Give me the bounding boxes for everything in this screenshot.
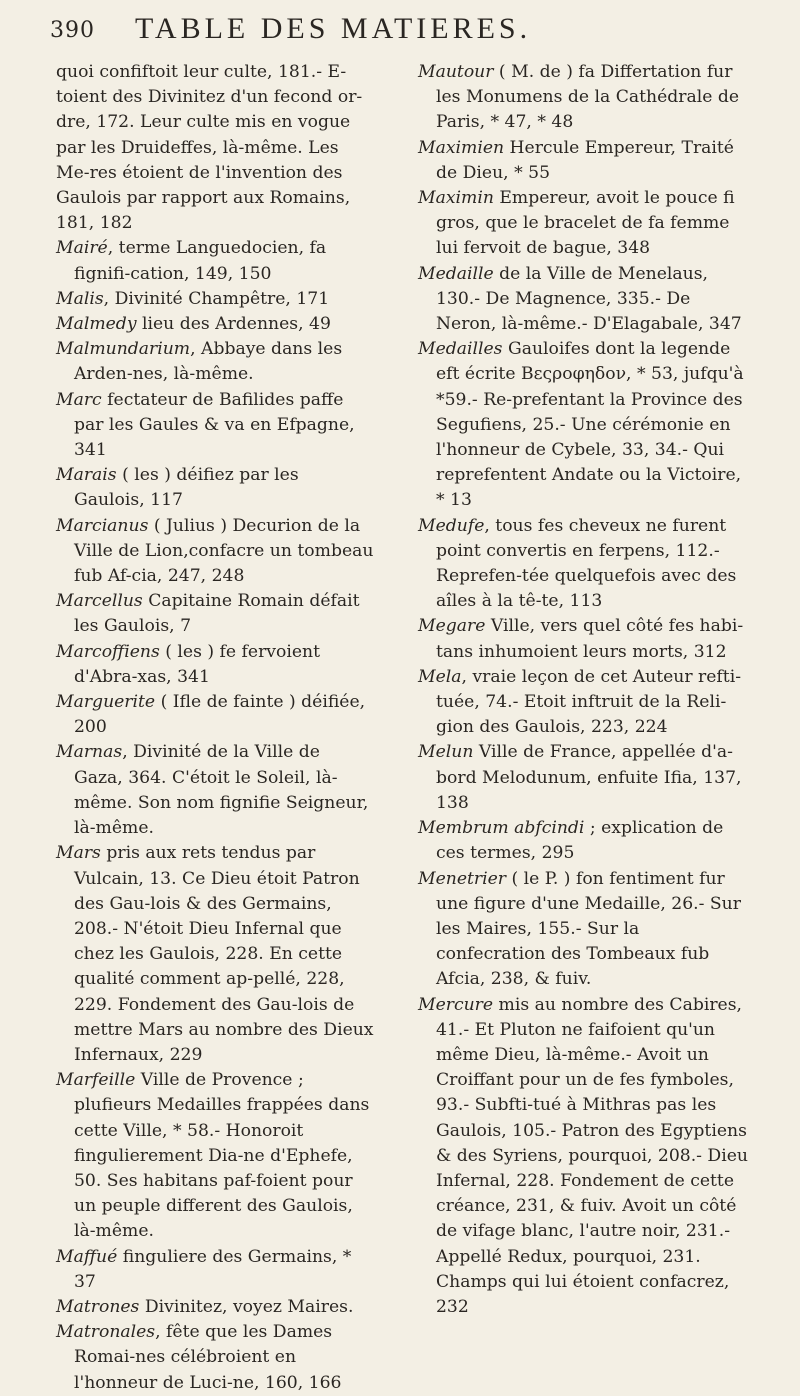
index-entry	[56, 514, 374, 590]
index-entry	[56, 236, 374, 286]
entry-headword: Mautour	[418, 62, 494, 82]
entry-headword: Megare	[418, 616, 486, 637]
entry-text: ( Julius ) Decurion de la Ville de Lion,confacre un tombeau fub Af-cia, 247, 248	[74, 515, 374, 587]
index-entry	[418, 614, 754, 664]
index-entry	[418, 186, 754, 262]
entry-text: Hercule Empereur, Traité de Dieu, * 55	[436, 137, 734, 183]
entry-headword: Malis	[56, 288, 104, 309]
entry-text: de la Ville de Menelaus, 130.- De Magnence, 335.- De Neron, là-même.- D'Elagabale, 347	[436, 263, 742, 335]
entry-headword: Marcianus	[56, 515, 149, 536]
entry-headword: Mairé	[56, 238, 108, 259]
entry-text: Ville de France, appellée d'a-bord Melodunum, enfuite Ifia, 137, 138	[436, 742, 742, 813]
index-entry	[56, 337, 374, 387]
index-entry	[418, 514, 754, 615]
entry-headword: Marguerite	[56, 692, 156, 713]
index-entry	[56, 740, 374, 841]
entry-headword: Mela	[418, 666, 462, 687]
entry-headword: Mercure	[418, 994, 494, 1015]
index-entry	[418, 816, 754, 866]
running-head: TABLE DES MATIERES.	[135, 12, 532, 45]
entry-headword: Medaille	[418, 263, 494, 284]
index-entry	[56, 690, 374, 740]
index-entry	[418, 867, 754, 993]
index-entry	[56, 589, 374, 639]
entry-text: , Divinité Champêtre, 171	[103, 288, 330, 309]
entry-text: , terme Languedocien, fa fignifi-cation, 149, 150	[74, 238, 327, 284]
entry-headword: Mars	[56, 843, 101, 864]
entry-text: ( les ) déifiez par les Gaulois, 117	[74, 465, 299, 511]
entry-text: quoi confiftoit leur culte, 181.- E-toient des Divinitez d'un fecond or-dre, 172. Leur culte mis en vogue par les Druideffes, là-même. Les Me-res étoient de l'invention des Gaulois par rapport aux Romains, 181, 182	[56, 62, 363, 234]
entry-text: lieu des Ardennes, 49	[136, 314, 331, 335]
entry-headword: Marcoffiens	[56, 641, 160, 662]
index-entry	[418, 262, 754, 338]
entry-headword: Marcellus	[56, 591, 143, 612]
entry-text: ( le P. ) fon fentiment fur une figure d'une Medaille, 26.- Sur les Maires, 155.- Sur la confecration des Tombeaux fub Afcia, 238, & fuiv.	[436, 868, 741, 990]
entry-text: , fête que les Dames Romai-nes célébroient en l'honneur de Luci-ne, 160, 166	[74, 1322, 342, 1393]
entry-headword: Marc	[56, 389, 102, 410]
entry-headword: Marfeille	[56, 1070, 136, 1091]
entry-headword: Marais	[56, 465, 117, 486]
entry-text: pris aux rets tendus par Vulcain, 13. Ce Dieu étoit Patron des Gau-lois & des Germains, 208.- N'étoit Dieu Infernal que chez les Gaulois, 228. En cette qualité comment ap-pellé, 228, 229. Fondement des Gau-lois de mettre Mars au nombre des Dieux Infernaux, 229	[74, 843, 374, 1065]
left-column	[56, 60, 374, 1396]
index-entry	[56, 463, 374, 513]
entry-headword: Membrum abfcindi	[418, 818, 585, 839]
entry-text: finguliere des Germains, * 37	[74, 1246, 352, 1292]
page-number: 390	[50, 18, 95, 43]
entry-text: Empereur, avoit le pouce fi gros, que le bracelet de fa femme lui fervoit de bague, 348	[436, 188, 735, 259]
index-entry	[56, 841, 374, 1068]
entry-headword: Marnas	[56, 742, 123, 763]
index-entry	[418, 740, 754, 816]
entry-headword: Maximin	[418, 188, 494, 209]
index-entry	[56, 1245, 374, 1295]
index-entry	[418, 60, 754, 136]
index-entry	[418, 993, 754, 1321]
index-entry	[418, 337, 754, 513]
index-entry	[56, 1320, 374, 1396]
entry-text: Ville, vers quel côté fes habi-tans inhumoient leurs morts, 312	[436, 616, 744, 662]
entry-headword: Matronales	[56, 1322, 156, 1343]
entry-text: ( M. de ) fa Differtation fur les Monumens de la Cathédrale de Paris, * 47, * 48	[436, 62, 740, 133]
entry-headword: Melun	[418, 742, 474, 763]
index-entry	[56, 312, 374, 337]
entry-text: ; explication de ces termes, 295	[436, 818, 724, 864]
entry-text: ( les ) fe fervoient d'Abra-xas, 341	[74, 641, 320, 687]
entry-text: mis au nombre des Cabires, 41.- Et Pluton ne faifoient qu'un même Dieu, là-même.- Avoit un Croiffant pour un de fes fymboles, 93.- Subfti-tué à Mithras pas les Gaulois, 105.- Patron des Egyptiens & des Syriens, pourquoi, 208.- Dieu Infernal, 228. Fondement de cette créance, 231, & fuiv. Avoit un côté de vifage blanc, l'autre noir, 231.- Appellé Redux, pourquoi, 231. Champs qui lui étoient confacrez, 232	[436, 994, 748, 1317]
entry-text: Gauloifes dont la legende eft écrite Βεςροφηδον, * 53, jufqu'à *59.- Re-prefentant la Province des Segufiens, 25.- Une cérémonie en l'honneur de Cybele, 33, 34.- Qui reprefentent Andate ou la Victoire, * 13	[436, 339, 744, 511]
entry-headword: Medailles	[418, 339, 503, 360]
entry-headword: Menetrier	[418, 868, 507, 889]
index-entry	[418, 136, 754, 186]
entry-headword: Medufe	[418, 515, 485, 536]
entry-text: ( Ifle de fainte ) déifiée, 200	[74, 692, 366, 738]
entry-text: fectateur de Bafilides paffe par les Gaules & va en Efpagne, 341	[74, 389, 355, 461]
index-entry	[418, 665, 754, 741]
entry-text: , tous fes cheveux ne furent point convertis en ferpens, 112.- Reprefen-tée quelquefois avec des aîles à la tê-te, 113	[436, 515, 737, 612]
entry-text: , Divinité de la Ville de Gaza, 364. C'étoit le Soleil, là-même. Son nom fignifie Seigneur, là-même.	[74, 742, 369, 839]
entry-text: Ville de Provence ; plufieurs Medailles frappées dans cette Ville, * 58.- Honoroit fingulierement Dia-ne d'Ephefe, 50. Ses habitans paf-foient pour un peuple different des Gaulois, là-même.	[74, 1070, 370, 1242]
entry-headword: Maximien	[418, 137, 505, 158]
entry-text: Capitaine Romain défait les Gaulois, 7	[74, 591, 360, 637]
entry-headword: Malmedy	[56, 314, 137, 335]
index-entry	[56, 388, 374, 464]
index-entry	[56, 287, 374, 312]
index-entry	[56, 60, 374, 236]
entry-text: , vraie leçon de cet Auteur refti-tuée, 74.- Etoit inftruit de la Reli-gion des Gaulois, 223, 224	[436, 666, 741, 738]
index-entry	[56, 1068, 374, 1244]
index-entry	[56, 1295, 374, 1320]
right-column	[418, 60, 754, 1320]
entry-headword: Matrones	[56, 1296, 140, 1317]
page-header	[50, 12, 770, 52]
entry-headword: Malmundarium	[56, 339, 191, 360]
entry-text: Divinitez, voyez Maires.	[139, 1296, 354, 1317]
entry-headword: Maffué	[56, 1246, 118, 1267]
entry-text: , Abbaye dans les Arden-nes, là-même.	[74, 339, 343, 385]
index-entry	[56, 640, 374, 690]
